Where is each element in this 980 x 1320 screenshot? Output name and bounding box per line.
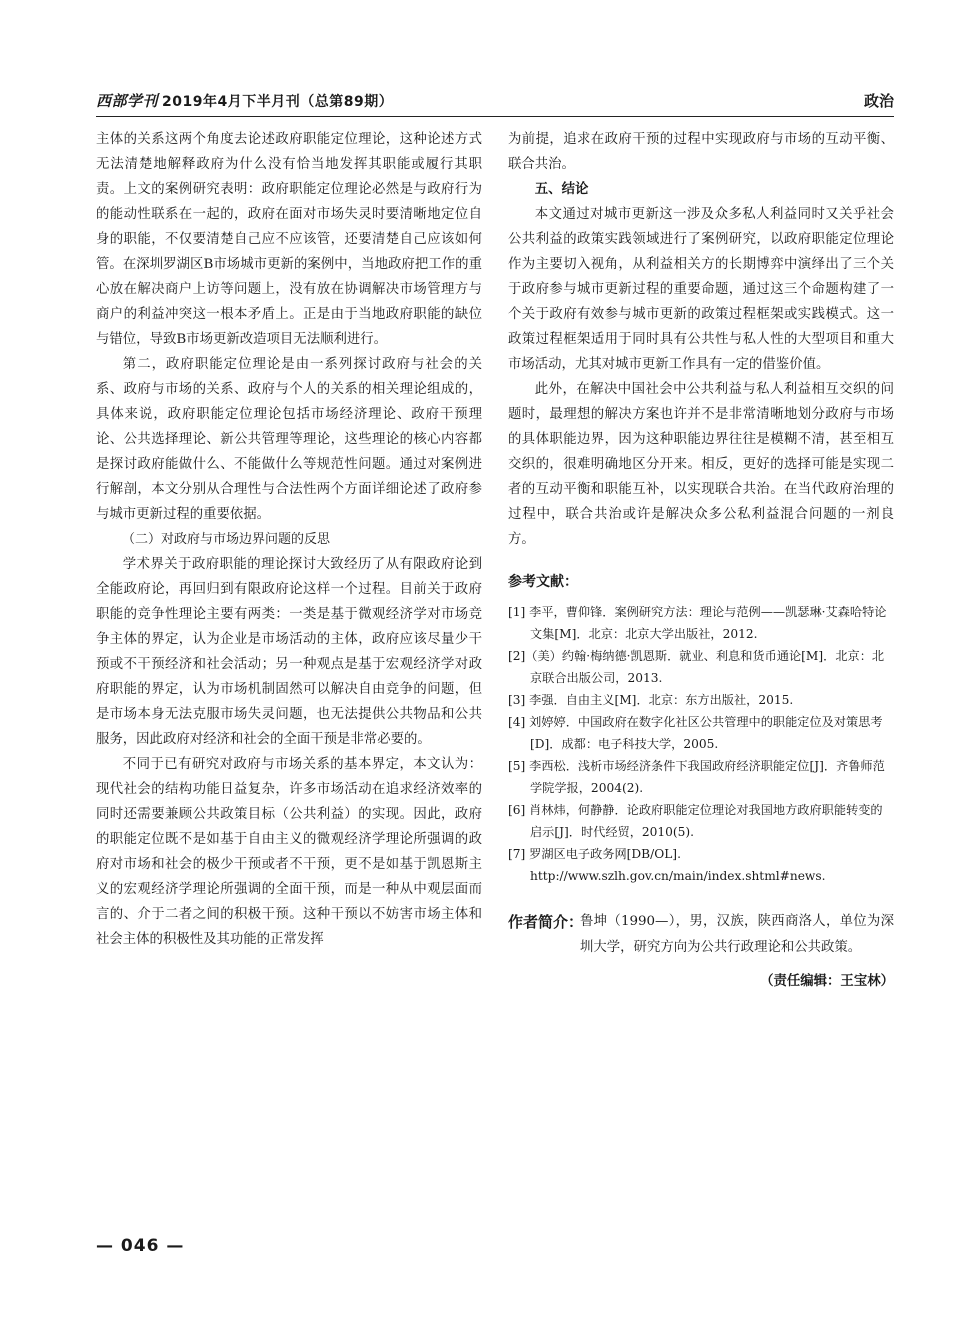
paragraph: 此外，在解决中国社会中公共利益与私人利益相互交织的问题时，最理想的解决方案也许并不是非常清晰地划分政府与市场的具体职能边界，因为这种职能边界往往是模糊不清，甚至相互交织的，很难明确地区分开来。相反，更好的选择可能是实现二者的互动平衡和职能互补，以实现联合共治。在当代政府治理的过程中，联合共治或许是解决众多公私利益混合问题的一剂良方。	[508, 382, 894, 547]
reference-text: [7] 罗湖区电子政务网[DB/OL].	[508, 847, 681, 861]
reference-item: [2]（美）约翰·梅纳德·凯恩斯．就业、利息和货币通论[M]．北京：北京联合出版公司，2013.	[508, 649, 885, 685]
paragraph: 第二，政府职能定位理论是由一系列探讨政府与社会的关系、政府与市场的关系、政府与个人的关系的相关理论组成的，具体来说，政府职能定位理论包括市场经济理论、政府干预理论、公共选择理论、新公共管理等理论，这些理论的核心内容都是探讨政府能做什么、不能做什么等规范性问题。通过对案例进行解剖，本文分别从合理性与合法性两个方面详细论述了政府参与城市更新过程的重要依据。	[96, 357, 482, 522]
reference-item: [6] 肖林炜，何静静．论政府职能定位理论对我国地方政府职能转变的启示[J]．时代经贸，2010(5).	[508, 803, 883, 839]
paragraph: 学术界关于政府职能的理论探讨大致经历了从有限政府论到全能政府论，再回归到有限政府论这样一个过程。目前关于政府职能的竞争性理论主要有两类：一类是基于微观经济学对市场竞争主体的界定，认为企业是市场活动的主体，政府应该尽量少干预或不干预经济和社会活动；另一种观点是基于宏观经济学对政府职能的界定，认为市场机制固然可以解决自由竞争的问题，但是市场本身无法克服市场失灵问题，也无法提供公共物品和公共服务，因此政府对经济和社会的全面干预是非常必要的。	[96, 557, 482, 747]
author-bio	[508, 909, 894, 961]
reference-list	[508, 601, 894, 887]
journal-logo: 西部学刊	[96, 92, 159, 110]
paragraph: 主体的关系这两个角度去论述政府职能定位理论，这种论述方式无法清楚地解释政府为什么没有恰当地发挥其职能或履行其职责。上文的案例研究表明：政府职能定位理论必然是与政府行为的能动性联系在一起的，政府在面对市场失灵时要清晰地定位自身的职能，不仅要清楚自己应不应该管，还要清楚自己应该如何管。在深圳罗湖区B市场城市更新的案例中，当地政府把工作的重心放在解决商户上访等问题上，没有放在协调解决市场管理方与商户的利益冲突这一根本矛盾上。正是由于当地政府职能的缺位与错位，导致B市场更新改造项目无法顺利进行。	[96, 132, 482, 347]
section-heading: 五、结论	[534, 182, 589, 197]
paragraph: 不同于已有研究对政府与市场关系的基本界定，本文认为：现代社会的结构功能日益复杂，许多市场活动在追求经济效率的同时还需要兼顾公共政策目标（公共利益）的实现。因此，政府的职能定位既不是如基于自由主义的微观经济学理论所强调的政府对市场和社会的极少干预或者不干预，更不是如基于凯恩斯主义的宏观经济学理论所强调的全面干预，而是一种从中观层面而言的、介于二者之间的积极干预。这种干预以不妨害市场主体和社会主体的积极性及其功能的正常发挥	[96, 757, 482, 947]
reference-item: [4] 刘婷婷．中国政府在数字化社区公共管理中的职能定位及对策思考[D]．成都：电子科技大学，2005.	[508, 715, 883, 751]
subsection-heading: （二）对政府与市场边界问题的反思	[122, 532, 331, 547]
journal-issue	[96, 90, 393, 111]
paragraph: 为前提，追求在政府干预的过程中实现政府与市场的互动平衡、联合共治。	[508, 132, 894, 172]
page-number: — 046 —	[96, 1236, 185, 1256]
paragraph: 本文通过对城市更新这一涉及众多私人利益同时又关乎社会公共利益的政策实践领域进行了案例研究，以政府职能定位理论作为主要切入视角，从利益相关方的长期博弈中演绎出了三个关于政府参与城市更新过程的重要命题，通过这三个命题构建了一个关于政府有效参与城市更新的政策过程框架或实践模式。这一政策过程框架适用于同时具有公共性与私人性的大型项目和重大市场活动，尤其对城市更新工作具有一定的借鉴价值。	[508, 207, 894, 372]
issue-info: 2019年4月下半月刊（总第89期）	[162, 94, 394, 110]
reference-item: [5] 李西松．浅析市场经济条件下我国政府经济职能定位[J]．齐鲁师范学院学报，2004(2).	[508, 759, 885, 795]
reference-item: [1] 李平，曹仰锋．案例研究方法：理论与范例——凯瑟琳·艾森哈特论文集[M]．北京：北京大学出版社，2012.	[508, 605, 887, 641]
section-name: 政治	[863, 92, 894, 110]
references-heading: 参考文献：	[508, 574, 578, 590]
left-column	[96, 127, 482, 952]
reference-url: http://www.szlh.gov.cn/main/index.shtml#news.	[530, 869, 826, 883]
reference-item	[508, 843, 894, 887]
author-label: 作者简介：	[508, 913, 584, 931]
right-column	[508, 127, 894, 994]
author-text: 鲁坤（1990—），男，汉族，陕西商洛人，单位为深圳大学，研究方向为公共行政理论和公共政策。	[580, 914, 894, 955]
running-header	[96, 88, 894, 117]
reference-item: [3] 李强．自由主义[M]．北京：东方出版社，2015.	[508, 693, 794, 707]
responsible-editor: （责任编辑：王宝林）	[760, 974, 894, 989]
